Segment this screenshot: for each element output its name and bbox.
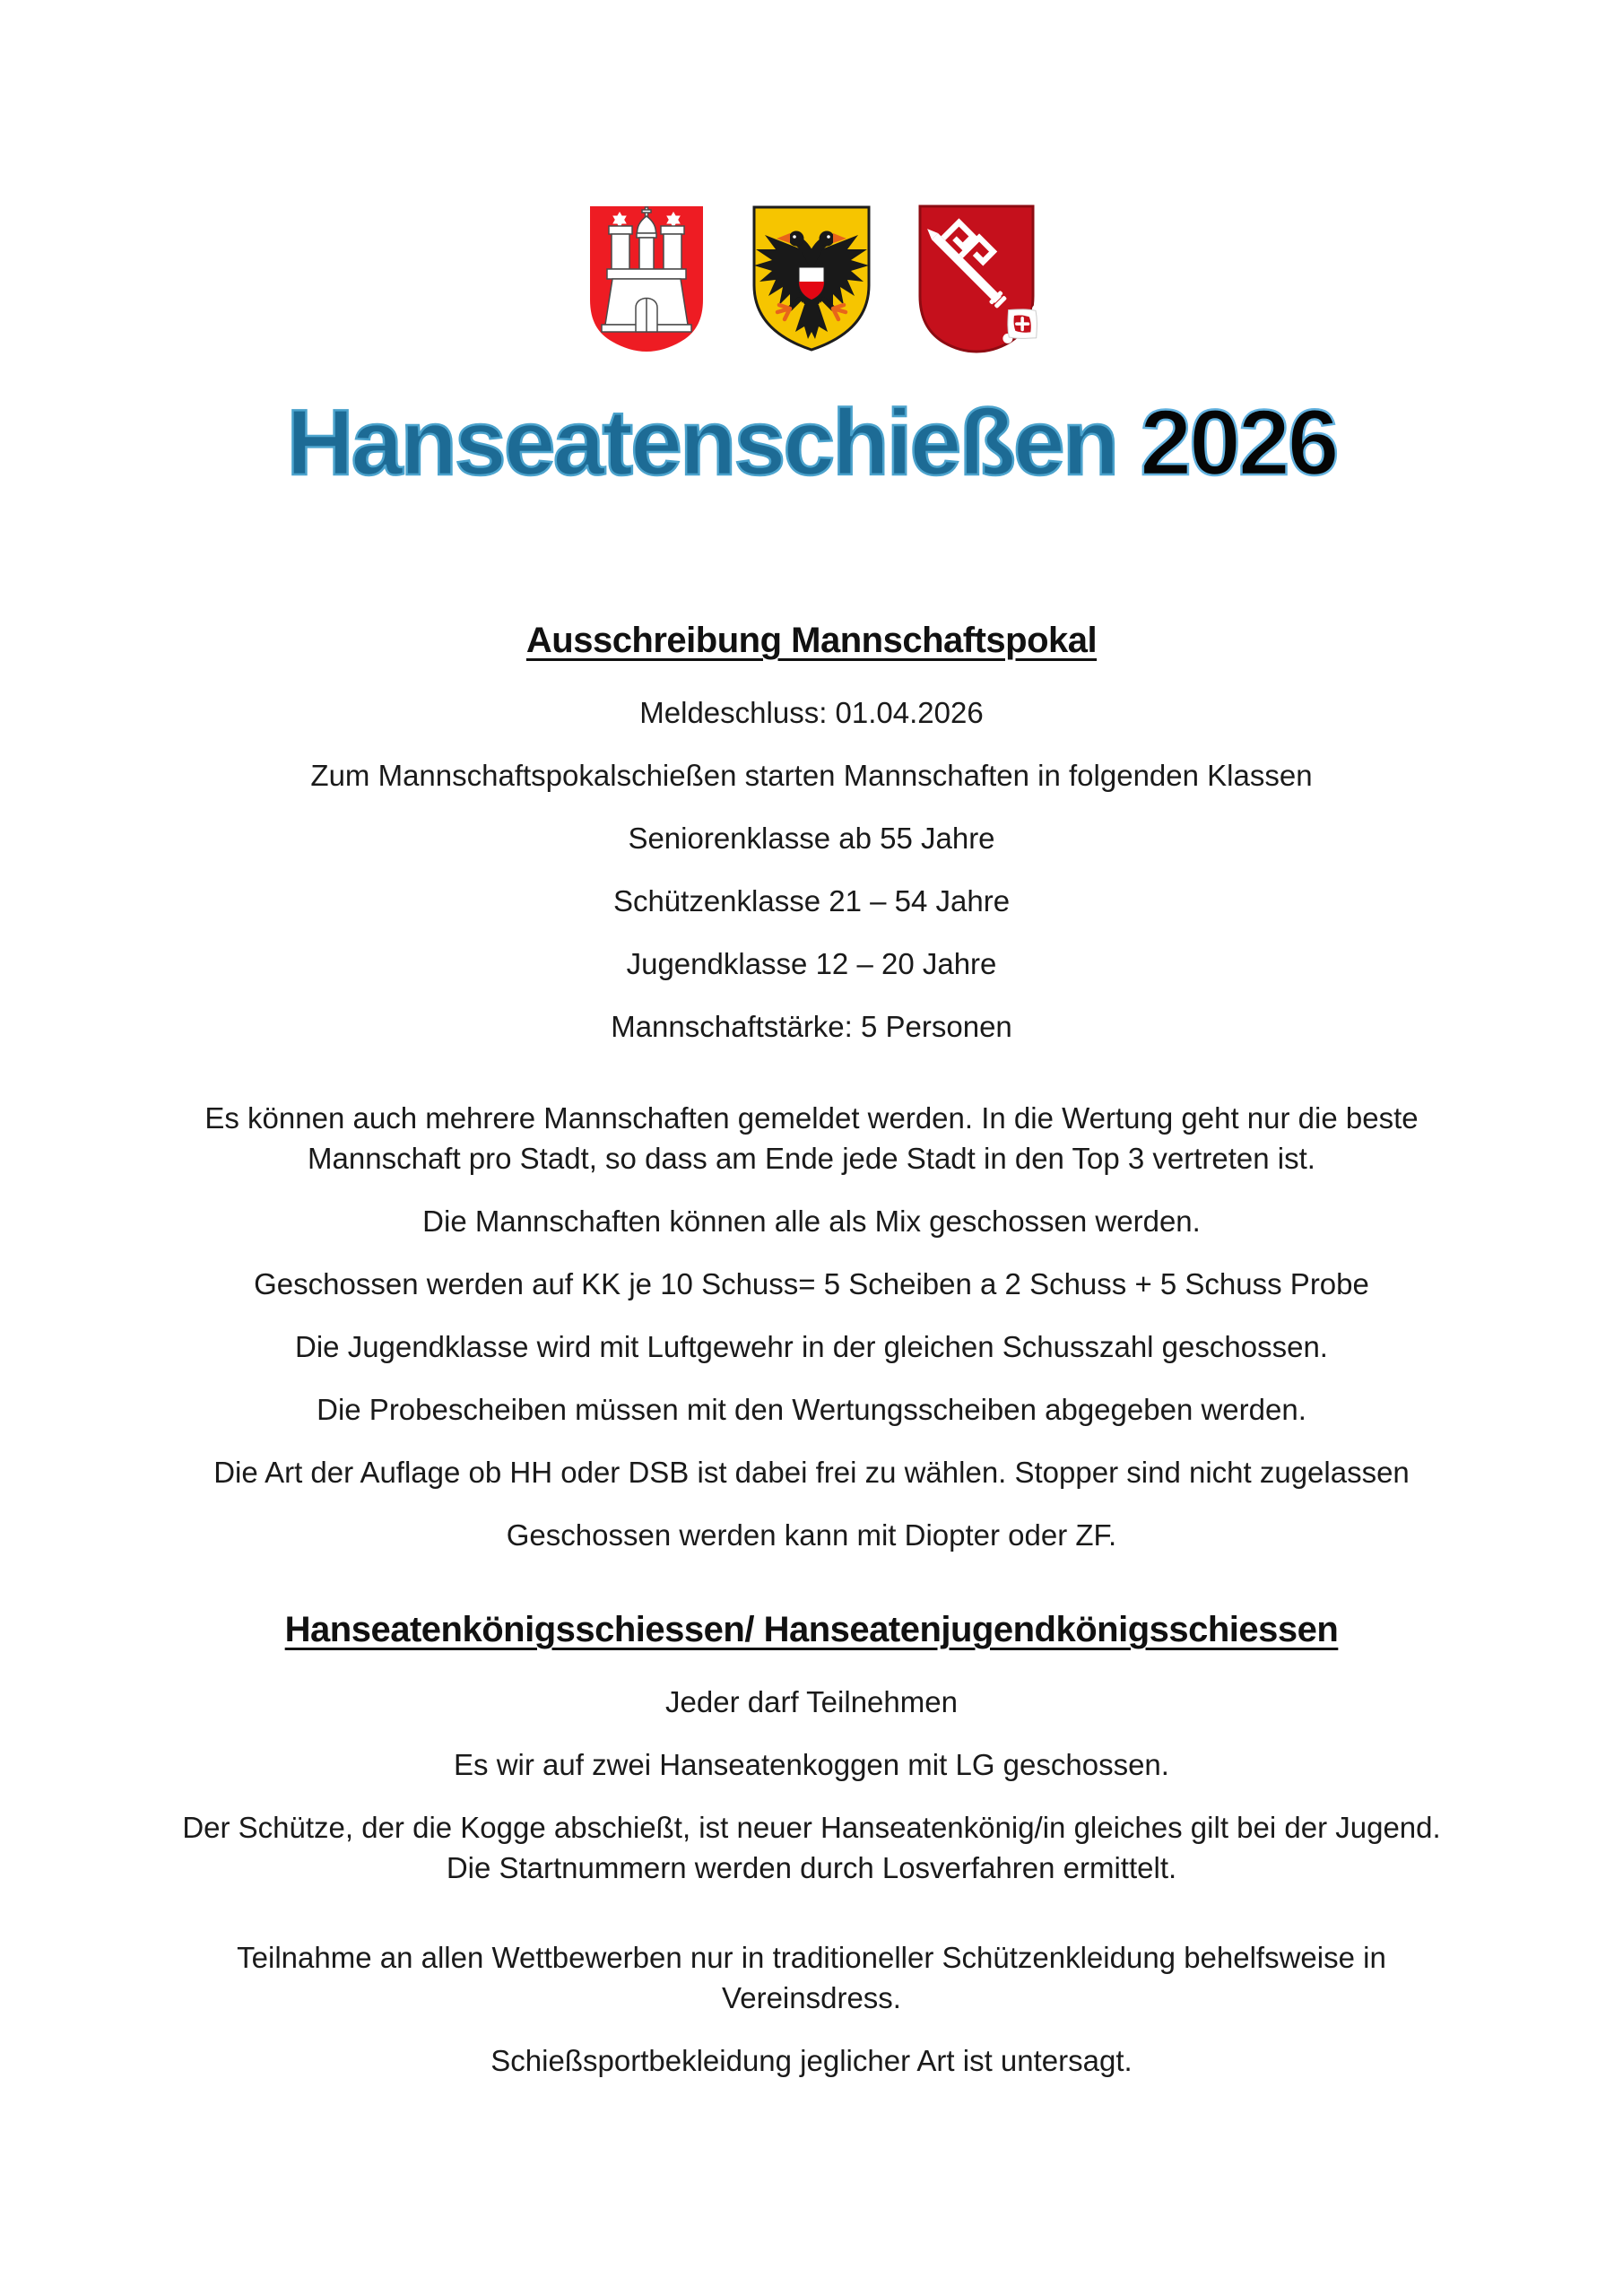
diopter-text: Geschossen werden kann mit Diopter oder ZF. bbox=[506, 1518, 1117, 1552]
kk-schuss-text: Geschossen werden auf KK je 10 Schuss= 5 Scheiben a 2 Schuss + 5 Schuss Probe bbox=[254, 1267, 1369, 1300]
hanseatenkoenig-line-1: Der Schütze, der die Kogge abschießt, ist neuer Hanseatenkönig/in gleiches gilt bei der Jugend. bbox=[182, 1811, 1441, 1844]
mix-text: Die Mannschaften können alle als Mix geschossen werden. bbox=[422, 1205, 1201, 1238]
klassen-intro-text: Zum Mannschaftspokalschießen starten Mannschaften in folgenden Klassen bbox=[310, 759, 1313, 792]
sportbekleidung-text: Schießsportbekleidung jeglicher Art ist untersagt. bbox=[490, 2044, 1133, 2077]
hanseatenkoenig-text bbox=[0, 1807, 1623, 1888]
auflage-text: Die Art der Auflage ob HH oder DSB ist dabei frei zu wählen. Stopper sind nicht zugelassen bbox=[213, 1456, 1410, 1489]
mannschaftsstaerke-text: Mannschaftstärke: 5 Personen bbox=[611, 1010, 1012, 1043]
hanseatenkoenig-line-2: Die Startnummern werden durch Losverfahren ermittelt. bbox=[446, 1851, 1177, 1884]
teilnahme-alle-text: Jeder darf Teilnehmen bbox=[665, 1685, 958, 1718]
title-text: Hanseatenschießen bbox=[286, 391, 1117, 495]
wertung-line-1: Es können auch mehrere Mannschaften gemeldet werden. In die Wertung geht nur die beste bbox=[204, 1101, 1419, 1135]
kleidung-text bbox=[0, 1937, 1623, 2018]
kleidung-line-1: Teilnahme an allen Wettbewerben nur in traditioneller Schützenkleidung behelfsweise in bbox=[237, 1941, 1386, 1974]
crest-row bbox=[0, 0, 1623, 355]
probescheiben-text: Die Probescheiben müssen mit den Wertungsscheiben abgegeben werden. bbox=[317, 1393, 1306, 1426]
wertung-text bbox=[0, 1098, 1623, 1178]
meldeschluss-text: Meldeschluss: 01.04.2026 bbox=[639, 696, 984, 729]
title-year: 2026 bbox=[1140, 391, 1337, 495]
bremen-crest-icon bbox=[916, 203, 1037, 355]
section-heading-koenigsschiessen: Hanseatenkönigsschiessen/ Hanseatenjugendkönigsschiessen bbox=[284, 1610, 1339, 1649]
wertung-line-2: Mannschaft pro Stadt, so dass am Ende jede Stadt in den Top 3 vertreten ist. bbox=[308, 1142, 1315, 1175]
seniorenklasse-text: Seniorenklasse ab 55 Jahre bbox=[628, 822, 995, 855]
luebeck-crest-icon bbox=[749, 203, 874, 355]
luftgewehr-text: Die Jugendklasse wird mit Luftgewehr in der gleichen Schusszahl geschossen. bbox=[295, 1330, 1328, 1363]
jugendklasse-text: Jugendklasse 12 – 20 Jahre bbox=[626, 947, 997, 980]
kleidung-line-2: Vereinsdress. bbox=[722, 1981, 901, 2014]
hamburg-crest-icon bbox=[586, 203, 707, 355]
section-heading-mannschaftspokal: Ausschreibung Mannschaftspokal bbox=[525, 621, 1098, 660]
schuetzenklasse-text: Schützenklasse 21 – 54 Jahre bbox=[612, 884, 1011, 918]
hanseatenkoggen-text: Es wir auf zwei Hanseatenkoggen mit LG geschossen. bbox=[454, 1748, 1169, 1781]
page-title bbox=[0, 389, 1623, 497]
